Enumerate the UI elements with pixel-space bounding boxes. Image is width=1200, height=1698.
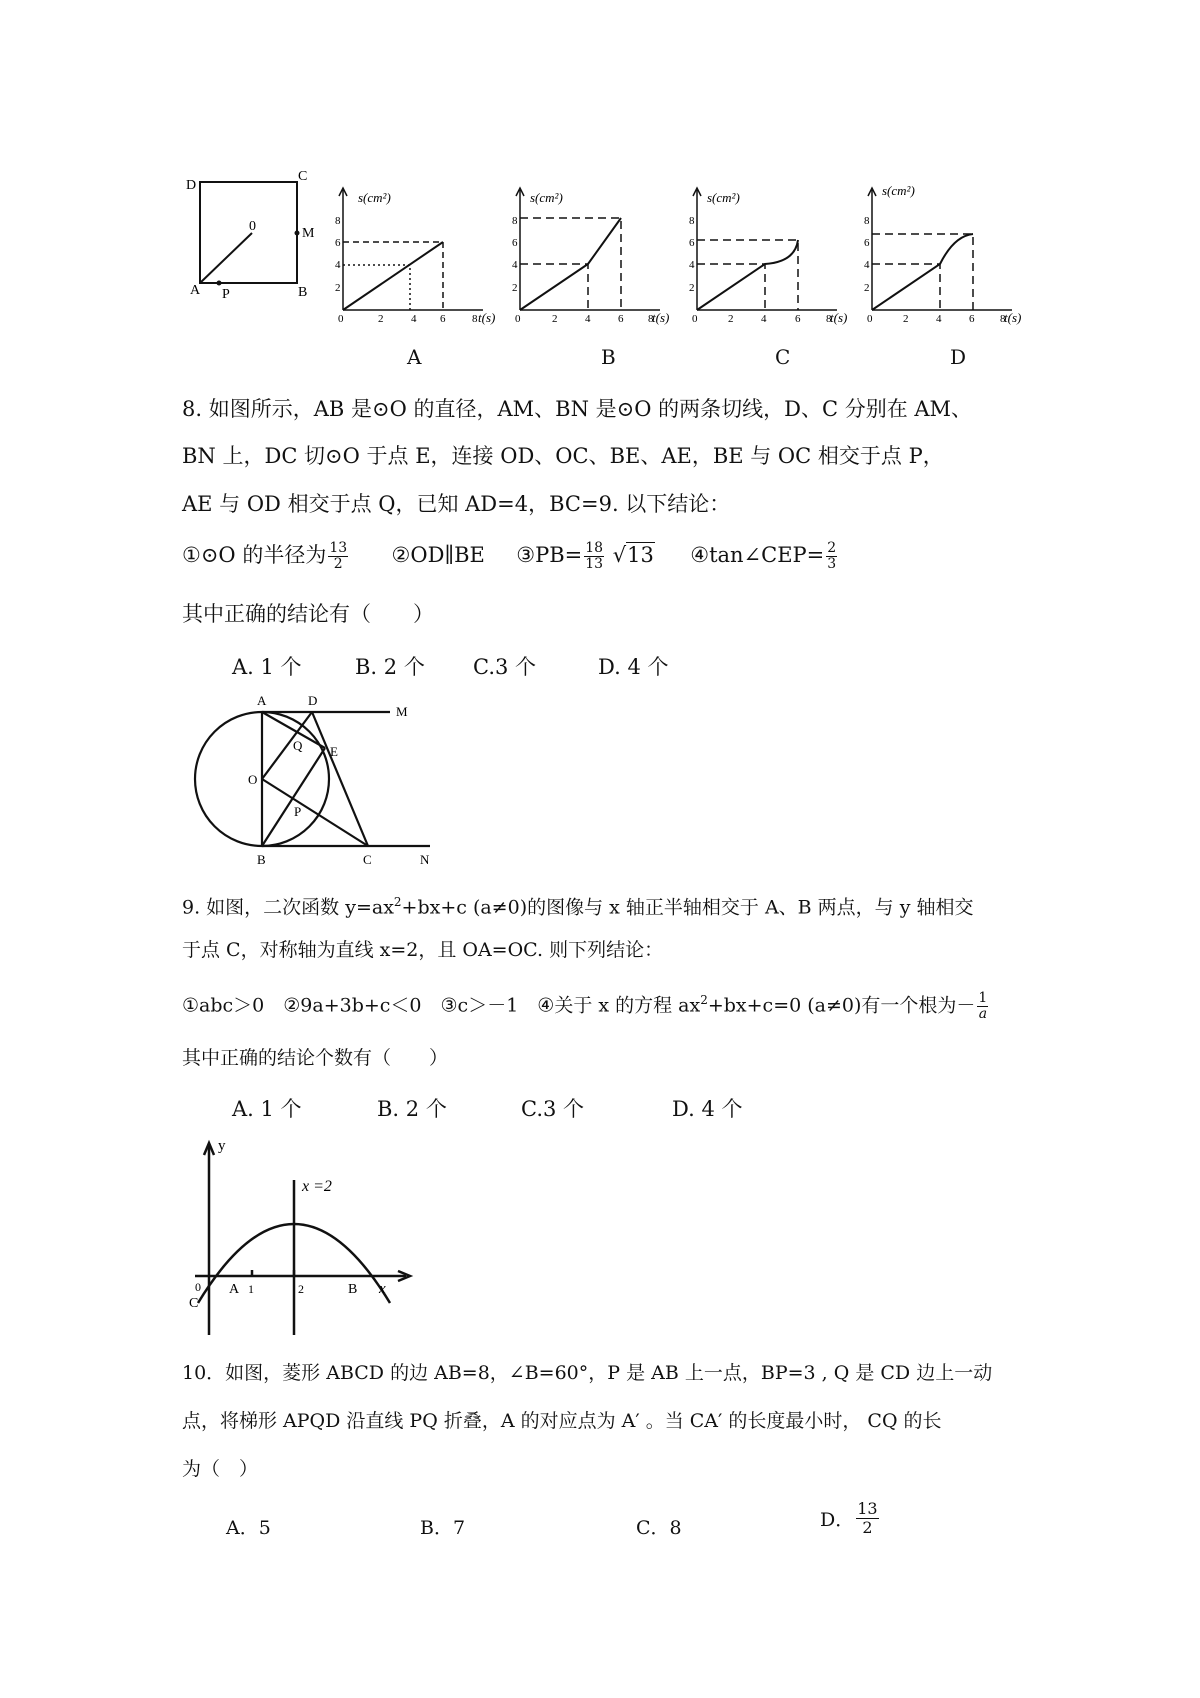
q7-graph-xlabel: t(s) xyxy=(652,310,670,325)
q8-conclusion-3: ③PB= $\frac{18}{13}$ √13 xyxy=(516,540,654,572)
q10-option-d[interactable]: D． $\frac{13}{2}$ xyxy=(820,1499,878,1537)
q9-line-2: 于点 C，对称轴为直线 x=2，且 OA=OC. 则下列结论： xyxy=(182,939,664,961)
q9-c4-fraction: $\frac{1}{a}$ xyxy=(978,989,988,1022)
q8-fig-label-N: N xyxy=(420,852,430,867)
q8-question: 其中正确的结论有（ ） xyxy=(182,602,434,626)
q9-fig-label-axis: x =2 xyxy=(302,1178,332,1195)
q8-line-2: BN 上，DC 切⊙O 于点 E，连接 OD、OC、BE、AE，BE 与 OC 相交于点 P， xyxy=(182,444,944,468)
q7-label-P: P xyxy=(222,287,230,302)
q7-label-B: B xyxy=(298,285,308,300)
q7-xtick: 2 xyxy=(903,313,909,325)
q7-xtick: 4 xyxy=(411,313,417,325)
q9-question: 其中正确的结论个数有（ ） xyxy=(182,1047,449,1069)
q9-figure xyxy=(180,1135,420,1345)
q8-c3-fraction: $\frac{18}{13}$ xyxy=(585,540,604,572)
q8-fig-label-E: E xyxy=(330,744,338,759)
q7-ytick: 6 xyxy=(512,237,518,249)
q9-fig-label-1: 1 xyxy=(248,1282,254,1296)
q7-ytick: 6 xyxy=(864,237,870,249)
q8-fig-label-A: A xyxy=(257,693,267,708)
q8-fig-label-B: B xyxy=(257,852,266,867)
q9-fig-label-A: A xyxy=(229,1282,240,1297)
q10-option-b[interactable]: B．7 xyxy=(420,1517,466,1539)
q7-graph-xlabel: t(s) xyxy=(830,310,848,325)
q7-ytick: 4 xyxy=(335,259,341,271)
q7-graph-c xyxy=(693,188,837,310)
q7-ytick: 2 xyxy=(512,282,518,294)
q7-ytick: 6 xyxy=(689,237,695,249)
q7-option-label-a: A xyxy=(407,345,422,369)
q9-fig-label-B: B xyxy=(348,1282,358,1297)
q7-xtick: 8 xyxy=(1000,313,1006,325)
q7-xtick: 6 xyxy=(969,313,975,325)
q7-ytick: 6 xyxy=(335,237,341,249)
q8-c3-sqrt: √13 xyxy=(612,543,654,567)
q7-xtick: 8 xyxy=(472,313,478,325)
q8-conclusion-1: ①⊙O 的半径为 $\frac{13}{2}$ xyxy=(182,540,348,572)
q7-ytick: 4 xyxy=(689,259,695,271)
q8-option-c[interactable]: C.3 个 xyxy=(473,655,537,679)
q7-xtick: 6 xyxy=(440,313,446,325)
q10-line-1: 10．如图，菱形 ABCD 的边 AB=8，∠B=60°，P 是 AB 上一点，BP=3 , Q 是 CD 边上一动 xyxy=(182,1362,993,1384)
q9-option-a[interactable]: A. 1 个 xyxy=(232,1097,302,1121)
q7-xtick: 6 xyxy=(795,313,801,325)
q7-ytick: 2 xyxy=(689,282,695,294)
q7-figures xyxy=(0,0,1200,340)
q9-option-c[interactable]: C.3 个 xyxy=(521,1097,585,1121)
q7-graph-xlabel: t(s) xyxy=(1004,310,1022,325)
q7-graph-ylabel: s(cm²) xyxy=(707,190,740,205)
q8-conclusions xyxy=(182,541,839,572)
q7-ytick: 2 xyxy=(864,282,870,294)
q8-c4-fraction: $\frac{2}{3}$ xyxy=(827,540,837,572)
q7-ytick: 2 xyxy=(335,282,341,294)
q10-d-fraction: $\frac{13}{2}$ xyxy=(857,1499,878,1537)
q7-xtick: 8 xyxy=(826,313,832,325)
q8-fig-label-O: O xyxy=(248,772,258,787)
q8-fig-label-Q: Q xyxy=(293,738,303,753)
q8-line-1: 8. 如图所示，AB 是⊙O 的直径，AM、BN 是⊙O 的两条切线，D、C 分别在 AM、 xyxy=(182,397,973,421)
q7-graph-ylabel: s(cm²) xyxy=(882,183,915,198)
q7-option-label-d: D xyxy=(950,345,967,369)
q8-fig-label-D: D xyxy=(308,693,318,708)
q9-fig-label-O: 0 xyxy=(195,1280,201,1294)
q7-xtick: 4 xyxy=(936,313,942,325)
q7-option-label-b: B xyxy=(601,345,616,369)
q7-xtick: 2 xyxy=(552,313,558,325)
q7-ytick: 8 xyxy=(335,215,341,227)
q7-graph-ylabel: s(cm²) xyxy=(530,190,563,205)
q7-origin: 0 xyxy=(515,313,521,325)
q8-c1-fraction: $\frac{13}{2}$ xyxy=(329,540,348,572)
q7-graph-b xyxy=(516,188,660,310)
q8-conclusion-2: ②OD∥BE xyxy=(391,543,485,567)
q8-fig-label-P: P xyxy=(294,804,302,819)
q7-origin: 0 xyxy=(692,313,698,325)
q7-label-M: M xyxy=(302,226,315,241)
q9-conclusions: ①abc＞0 ②9a+3b+c＜0 ③c＞－1 ④关于 x 的方程 $ax^2+bx+c=0$ (a≠0)有一个根为－ $\frac{1}{a}$ xyxy=(182,989,988,1022)
q9-fig-label-x: x xyxy=(379,1281,386,1297)
q7-xtick: 4 xyxy=(761,313,767,325)
q10-option-c[interactable]: C．8 xyxy=(636,1517,682,1539)
q10-line-3: 为（ ） xyxy=(182,1458,259,1480)
q9-line-1: 9. 如图，二次函数 $y=ax^2+bx+c$ (a≠0)的图像与 x 轴正半轴相交于 A、B 两点，与 y 轴相交 xyxy=(182,895,974,919)
q7-graph-a xyxy=(339,188,483,310)
q7-graph-ylabel: s(cm²) xyxy=(358,190,391,205)
q7-ytick: 8 xyxy=(864,215,870,227)
q7-xtick: 2 xyxy=(378,313,384,325)
q7-origin: 0 xyxy=(867,313,873,325)
q8-option-b[interactable]: B. 2 个 xyxy=(355,655,425,679)
q9-option-d[interactable]: D. 4 个 xyxy=(672,1097,743,1121)
q8-figure xyxy=(180,690,440,880)
q9-option-b[interactable]: B. 2 个 xyxy=(377,1097,447,1121)
q8-option-a[interactable]: A. 1 个 xyxy=(232,655,302,679)
q7-label-A: A xyxy=(190,283,201,298)
q10-option-a[interactable]: A．5 xyxy=(226,1517,271,1539)
q7-xtick: 8 xyxy=(648,313,654,325)
q7-ytick: 8 xyxy=(512,215,518,227)
q7-ytick: 4 xyxy=(864,259,870,271)
q8-conclusion-4: ④tan∠CEP= $\frac{2}{3}$ xyxy=(690,540,837,572)
q7-origin: 0 xyxy=(338,313,344,325)
q7-ytick: 8 xyxy=(689,215,695,227)
q8-fig-label-C: C xyxy=(363,852,372,867)
q9-fig-label-y: y xyxy=(218,1138,226,1154)
q7-label-C: C xyxy=(298,169,308,184)
q9-fig-label-C: C xyxy=(189,1296,199,1311)
q7-option-label-c: C xyxy=(775,345,791,369)
q9-fig-label-2: 2 xyxy=(298,1282,304,1296)
q7-ytick: 4 xyxy=(512,259,518,271)
q8-fig-label-M: M xyxy=(396,704,408,719)
q7-graph-d xyxy=(868,188,1012,310)
q7-xtick: 6 xyxy=(618,313,624,325)
q7-xtick: 4 xyxy=(585,313,591,325)
q8-option-d[interactable]: D. 4 个 xyxy=(598,655,669,679)
q8-line-3: AE 与 OD 相交于点 Q，已知 AD=4，BC=9. 以下结论： xyxy=(182,492,731,516)
q7-label-D: D xyxy=(186,178,197,193)
q7-xtick: 2 xyxy=(728,313,734,325)
q7-label-O: 0 xyxy=(249,219,256,234)
q10-line-2: 点，将梯形 APQD 沿直线 PQ 折叠，A 的对应点为 A′ 。当 CA′ 的长度最小时， CQ 的长 xyxy=(182,1410,942,1432)
q7-graph-xlabel: t(s) xyxy=(478,310,496,325)
